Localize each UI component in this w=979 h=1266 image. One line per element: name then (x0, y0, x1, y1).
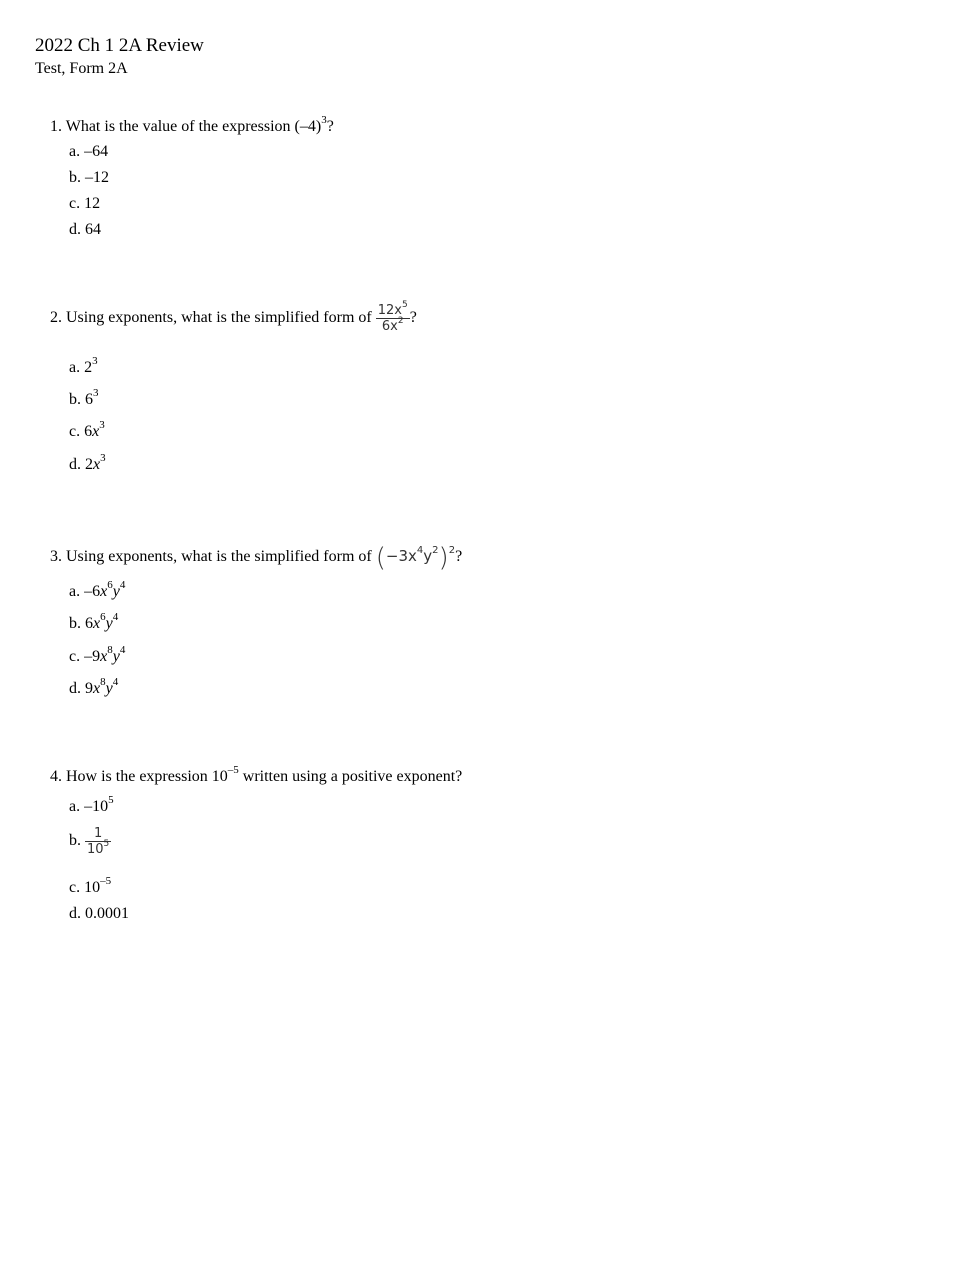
expr-x: x (408, 547, 417, 565)
option-coefficient: –9 (84, 648, 101, 665)
question-suffix: ? (409, 309, 417, 327)
option-label: c. (69, 879, 81, 896)
option-x: x (93, 680, 101, 697)
question-1-option-a (69, 142, 108, 162)
option-coefficient: 9 (85, 680, 93, 697)
expr-x-exponent: 4 (416, 545, 424, 556)
power-expression (375, 543, 456, 573)
option-coefficient: 6 (84, 423, 93, 440)
question-1-option-b (69, 168, 109, 188)
page-title: 2022 Ch 1 2A Review (35, 35, 204, 56)
option-label: c. (69, 423, 81, 440)
question-text: What is the value of the expression (–4) (65, 118, 322, 135)
question-text: Using exponents, what is the simplified form of (66, 548, 372, 565)
option-exponent: 3 (93, 386, 99, 399)
question-number: 1. (50, 118, 62, 135)
option-y: y (112, 583, 120, 600)
option-label: d. (69, 456, 81, 473)
question-4-option-a (69, 793, 114, 817)
option-value: 12 (84, 195, 101, 212)
option-variable: x (92, 423, 100, 440)
option-exponent: 3 (100, 451, 106, 464)
question-2-option-a (69, 354, 98, 378)
option-label: c. (69, 195, 81, 212)
option-x-exponent: 8 (107, 643, 113, 656)
question-2-option-d (69, 451, 106, 475)
option-y-exponent: 4 (112, 610, 119, 623)
option-coefficient: –6 (84, 583, 101, 600)
option-label: a. (69, 359, 81, 376)
option-value: –64 (84, 143, 109, 160)
question-suffix: ? (326, 118, 334, 135)
option-label: d. (69, 680, 81, 697)
question-3-option-d (69, 675, 119, 699)
question-2-option-c (69, 418, 105, 442)
option-base: 10 (84, 879, 101, 896)
option-label: d. (69, 905, 81, 922)
close-paren: ) (438, 543, 449, 573)
option-x-exponent: 6 (107, 578, 113, 591)
question-4-option-c (69, 874, 112, 898)
option-coefficient: 6 (85, 615, 93, 632)
option-label: a. (69, 143, 81, 160)
fraction-expression (376, 299, 410, 334)
option-y-exponent: 4 (112, 675, 119, 688)
page-subtitle: Test, Form 2A (35, 60, 128, 77)
option-base: 0.0001 (85, 905, 129, 922)
option-variable: x (93, 456, 101, 473)
fraction-denominator (85, 838, 111, 857)
option-label: a. (69, 798, 81, 815)
question-3-option-b (69, 610, 119, 634)
question-4-option-b (69, 826, 111, 857)
option-base: 6 (85, 391, 93, 408)
option-label: a. (69, 583, 81, 600)
question-4 (50, 763, 463, 787)
option-value: 64 (85, 221, 101, 238)
denominator-exponent: 5 (103, 838, 110, 849)
option-label: b. (69, 169, 81, 186)
option-y: y (112, 648, 120, 665)
denominator-base: 6x (381, 319, 398, 334)
fraction-numerator: 1 (85, 826, 111, 842)
option-x: x (100, 648, 108, 665)
option-label: b. (69, 391, 81, 408)
option-value: –12 (85, 169, 109, 186)
option-x: x (93, 615, 101, 632)
question-suffix: written using a positive exponent? (238, 768, 463, 785)
question-1-option-c (69, 194, 100, 214)
expr-y: y (423, 547, 433, 565)
question-4-option-d (69, 904, 129, 924)
option-x-exponent: 8 (100, 675, 106, 688)
option-label: b. (69, 832, 81, 850)
option-exponent: –5 (100, 874, 112, 887)
option-base: –10 (84, 798, 109, 815)
question-text: How is the expression 10 (66, 768, 228, 785)
option-x: x (100, 583, 108, 600)
question-text: Using exponents, what is the simplified form of (66, 309, 372, 327)
option-x-exponent: 6 (100, 610, 106, 623)
option-y: y (105, 615, 113, 632)
fraction-numerator (376, 299, 410, 319)
numerator-base: 12x (377, 303, 402, 318)
option-base: 2 (84, 359, 93, 376)
question-3-option-a (69, 578, 126, 602)
option-exponent: 5 (108, 793, 114, 806)
expr-y-exponent: 2 (432, 545, 439, 556)
option-coefficient: 2 (85, 456, 93, 473)
option-y-exponent: 4 (119, 578, 126, 591)
question-number: 3. (50, 548, 62, 565)
outer-exponent: 2 (448, 545, 456, 556)
exponent: 3 (321, 113, 327, 126)
option-exponent: 3 (99, 418, 105, 431)
option-label: b. (69, 615, 81, 632)
denominator-exponent: 2 (397, 315, 404, 326)
expr-coefficient: −3 (385, 547, 409, 565)
question-number: 4. (50, 768, 62, 785)
question-3 (50, 543, 463, 573)
numerator-exponent: 5 (401, 299, 408, 310)
option-label: c. (69, 648, 81, 665)
option-fraction (85, 826, 111, 857)
exponent: –5 (227, 763, 239, 776)
question-1-option-d (69, 220, 101, 240)
question-suffix: ? (455, 548, 463, 565)
open-paren: ( (375, 543, 386, 573)
question-2 (50, 299, 417, 334)
option-y: y (105, 680, 113, 697)
question-2-option-b (69, 386, 99, 410)
question-3-option-c (69, 643, 126, 667)
option-label: d. (69, 221, 81, 238)
denominator-base: 10 (87, 842, 104, 857)
fraction-denominator (376, 315, 410, 334)
option-exponent: 3 (92, 354, 98, 367)
question-1 (50, 113, 334, 137)
option-y-exponent: 4 (119, 643, 126, 656)
question-number: 2. (50, 309, 62, 327)
